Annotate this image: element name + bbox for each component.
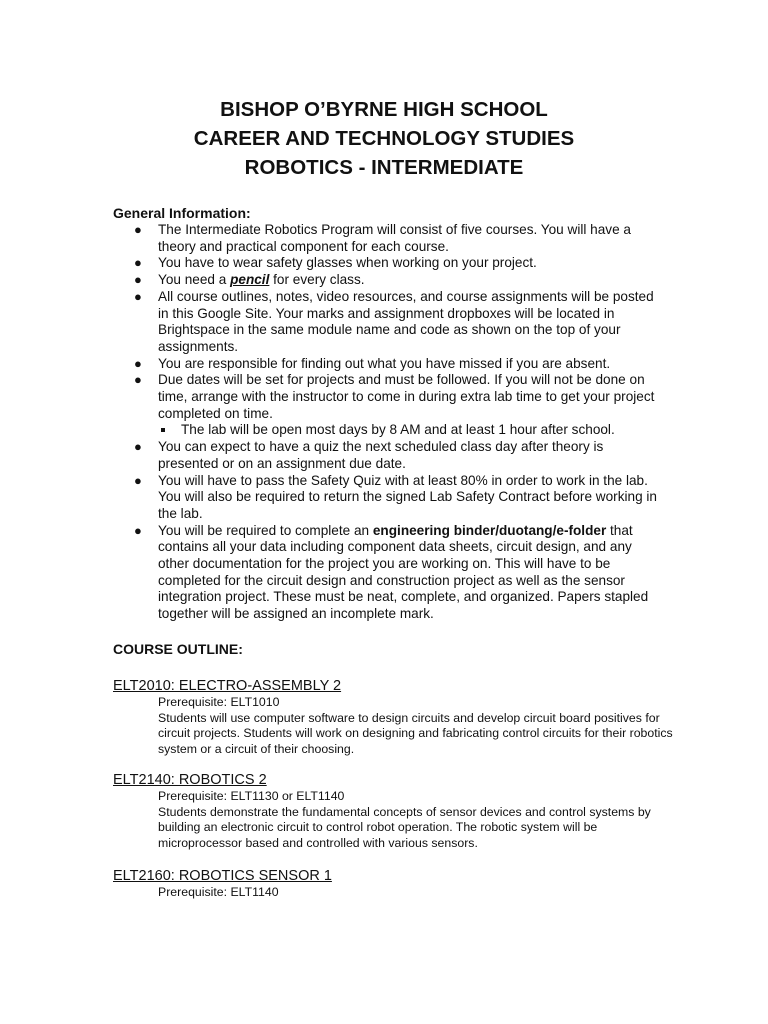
- course-prerequisite: Prerequisite: ELT1130 or ELT1140: [158, 789, 345, 803]
- list-item: ● The Intermediate Robotics Program will consist of five courses. You will have a theory and practical component for each course.: [134, 222, 631, 254]
- bullet-icon: ●: [134, 222, 142, 237]
- course-entry-body: [158, 789, 673, 851]
- course-entry-body: [158, 695, 673, 757]
- course-entry: [113, 677, 673, 757]
- bullet-icon: ●: [134, 355, 142, 371]
- bullet-icon: ●: [134, 372, 142, 388]
- list-item: ● You can expect to have a quiz the next scheduled class day after theory is presented or on an assignment due date.: [134, 439, 604, 471]
- course-prerequisite: Prerequisite: ELT1010: [158, 695, 280, 709]
- bullet-icon: ●: [134, 472, 142, 488]
- course-entry-title: ELT2160: ROBOTICS SENSOR 1: [113, 868, 332, 884]
- list-item: ● All course outlines, notes, video resources, and course assignments will be posted in this Google Site. Your marks and assignment dropboxes will be located in Brightspace in the same module name and code as shown on the top of your assignments.: [134, 288, 654, 354]
- course-entry: [113, 771, 673, 851]
- course-entry-title: ELT2140: ROBOTICS 2: [113, 772, 267, 788]
- list-item: ● You have to wear safety glasses when working on your project.: [134, 255, 537, 271]
- course-entry-body: [158, 885, 673, 901]
- course-entry-title: ELT2010: ELECTRO-ASSEMBLY 2: [113, 678, 342, 694]
- list-item: ● You will be required to complete an engineering binder/duotang/e-folder that contains all your data including component data sheets, circuit design, and any other documentation for the project you are working on. This will have to be completed for the circuit design and construction project as well as the sensor integration project. These must be neat, complete, and organized. Papers stapled together will be assigned an incomplete mark.: [134, 522, 649, 622]
- list-item: ● You are responsible for finding out what you have missed if you are absent.: [134, 355, 611, 371]
- bullet-icon: ●: [134, 255, 142, 271]
- course-description: Students demonstrate the fundamental concepts of sensor devices and control systems by building an electronic circuit to control robot operation. The robotic system will be microprocessor based and controlled with various sensors.: [158, 804, 651, 850]
- bullet-icon: ●: [134, 522, 142, 538]
- bullet-icon: ●: [134, 288, 142, 304]
- bullet-icon: ●: [134, 439, 142, 455]
- department-title: CAREER AND TECHNOLOGY STUDIES: [193, 127, 575, 150]
- sub-list-item: The lab will be open most days by 8 AM and at least 1 hour after school.: [158, 422, 658, 439]
- binder-emphasis: engineering binder/duotang/e-folder: [372, 522, 607, 538]
- list-item: ● You need a pencil for every class.: [134, 272, 365, 288]
- course-outline-heading: COURSE OUTLINE:: [113, 641, 243, 657]
- list-item: ● Due dates will be set for projects and must be followed. If you will not be done on time, arrange with the instructor to come in during extra lab time to get your project completed on time. The lab will be open most days by 8 AM and at least 1 hour after school.: [158, 372, 658, 439]
- course-title: ROBOTICS - INTERMEDIATE: [244, 156, 524, 179]
- course-prerequisite: Prerequisite: ELT1140: [158, 885, 279, 899]
- course-entry: [113, 867, 673, 901]
- title-block: [0, 95, 768, 182]
- bullet-icon: ●: [134, 272, 142, 288]
- general-info-heading: General Information:: [113, 205, 251, 221]
- list-item: ● You will have to pass the Safety Quiz with at least 80% in order to work in the lab. You will also be required to return the signed Lab Safety Contract before working in the lab.: [134, 472, 657, 521]
- general-info-list: [134, 222, 658, 623]
- pencil-emphasis: pencil: [230, 272, 270, 288]
- course-description: Students will use computer software to design circuits and develop circuit board positives for circuit projects. Students will work on designing and fabricating control circuits for their robotics system or a circuit of their choosing.: [158, 710, 673, 756]
- square-bullet-icon: [161, 428, 165, 432]
- school-title: BISHOP O’BYRNE HIGH SCHOOL: [220, 98, 548, 121]
